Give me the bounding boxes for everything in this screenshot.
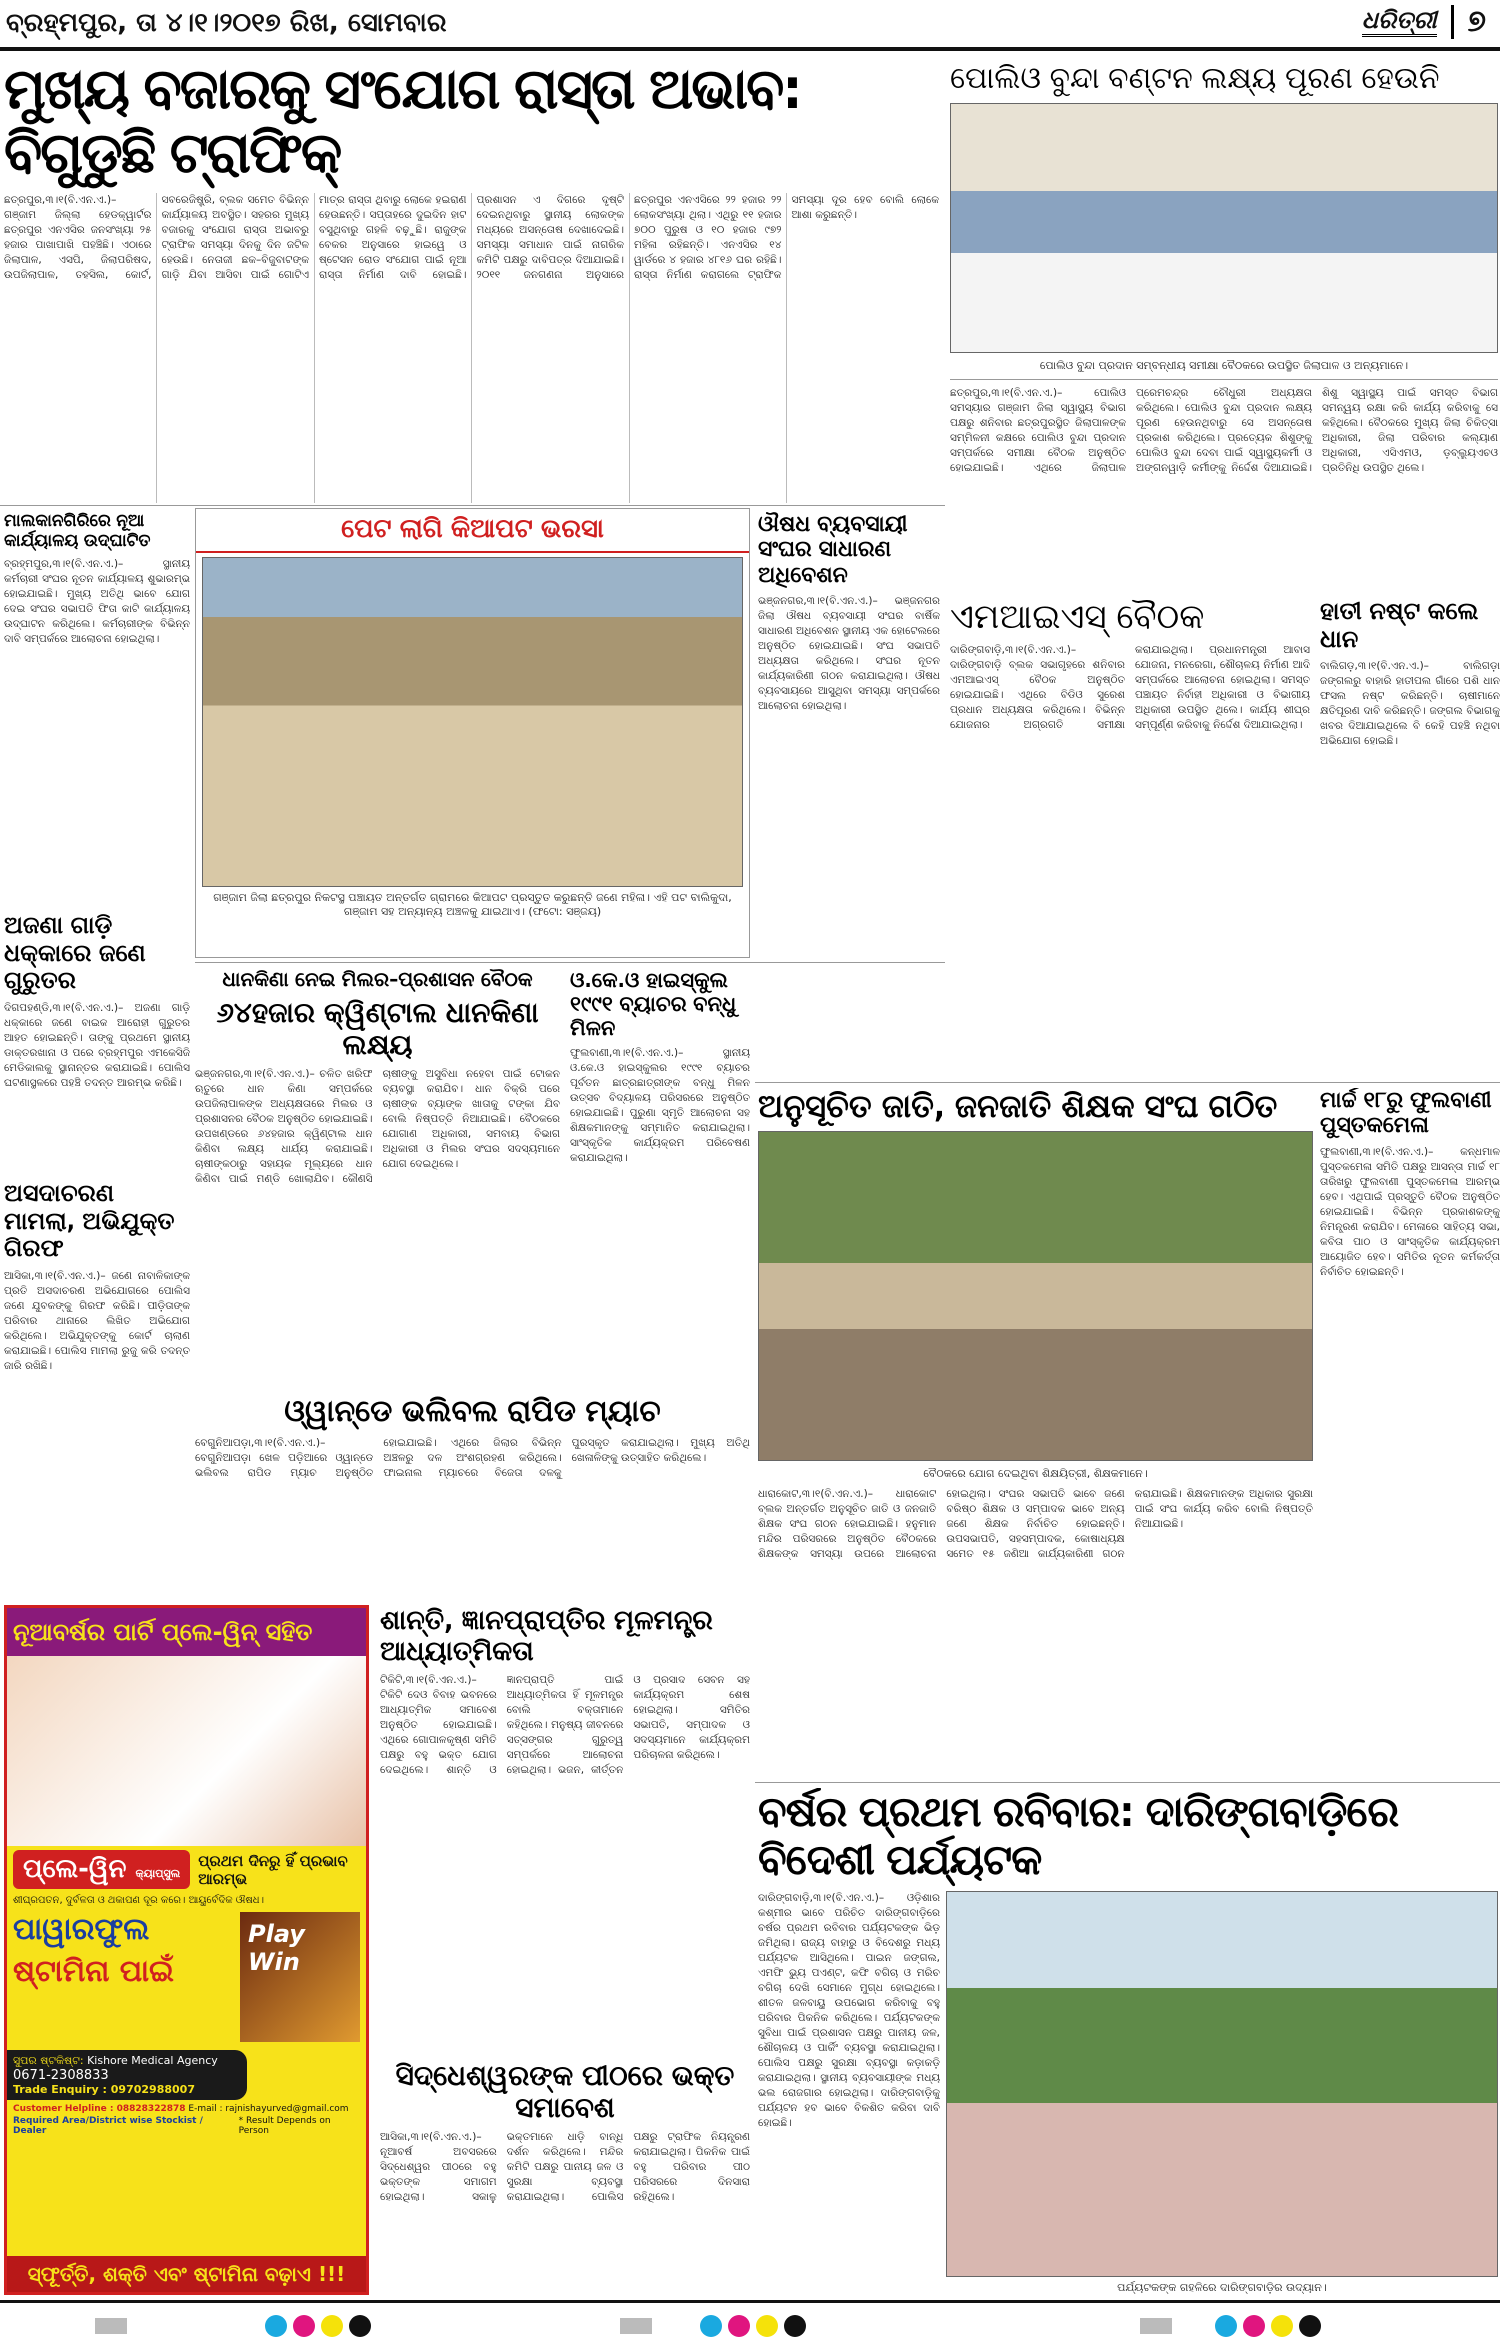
reunion-story: [570, 968, 750, 1388]
divider: [950, 379, 1498, 380]
ad-phone: 0671-2308833: [13, 2068, 109, 2083]
mis-headline: ଏମଆଇଏସ୍ ବୈଠକ: [950, 598, 1205, 637]
cmyk-registration-marks: [265, 2315, 371, 2337]
yellow-dot: [321, 2315, 343, 2337]
polio-story: [950, 62, 1498, 590]
kiapata-photo: [202, 557, 743, 887]
teachers-caption: ବୈଠକରେ ଯୋଗ ଦେଇଥିବା ଶିକ୍ଷୟିତ୍ରୀ, ଶିକ୍ଷକମାନେ।: [923, 1466, 1148, 1480]
misconduct-headline: ଅସଦାଚରଣ ମାମଲା, ଅଭିଯୁକ୍ତ ଗିରଫ: [4, 1180, 175, 1263]
ad-helpline: Customer Helpline : 08828322878: [13, 2104, 186, 2114]
mis-body: ଦାରିଙ୍ଗବାଡ଼ି,୩।୧(ବି.ଏନ.ଏ.)– ଦାରିଙ୍ଗବାଡ଼ି ବ୍ଲକ ସଭାଗୃହରେ ଶନିବାର ଏମଆଇଏସ୍ ବୈଠକ ଅନୁଷ୍ଠିତ ହୋଇଯାଇଛି। ଏଥିରେ ବିଡିଓ ସୁରେଶ ପ୍ରଧାନ ଅଧ୍ୟକ୍ଷତା କରିଥିଲେ। ବିଭିନ୍ନ ଯୋଜନାର ଅଗ୍ରଗତି ସମୀକ୍ଷା କରାଯାଇଥିଲା। ପ୍ରଧାନମନ୍ତ୍ରୀ ଆବାସ ଯୋଜନା, ମନରେଗା, ଶୌଚାଳୟ ନିର୍ମାଣ ଆଦି ସମ୍ପର୍କରେ ଆଲୋଚନା ହୋଇଥିଲା। ସମସ୍ତ ପଞ୍ଚାୟତ ନିର୍ବାହୀ ଅଧିକାରୀ ଓ ବିଭାଗୀୟ ଅଧିକାରୀ ଉପସ୍ଥିତ ଥିଲେ। କାର୍ଯ୍ୟ ଶୀଘ୍ର ସମ୍ପୂର୍ଣ୍ଣ କରିବାକୁ ନିର୍ଦ୍ଦେଶ ଦିଆଯାଇଥିଲା।: [950, 644, 1310, 732]
divider: [755, 1782, 1500, 1783]
malkangiri-body: ବ୍ରହ୍ମପୁର,୩।୧(ବି.ଏନ.ଏ.)– ସ୍ଥାନୀୟ କର୍ମଚାରୀ ସଂଘର ନୂତନ କାର୍ଯ୍ୟାଳୟ ଶୁଭାରମ୍ଭ ହୋଇଯାଇଛି। ମୁଖ୍ୟ ଅତିଥି ଭାବେ ଯୋଗ ଦେଇ ସଂଘର ସଭାପତି ଫିତା କାଟି କାର୍ଯ୍ୟାଳୟ ଉଦ୍‌ଘାଟନ କରିଥିଲେ। କର୍ମଚାରୀଙ୍କ ବିଭିନ୍ନ ଦାବି ସମ୍ପର୍କରେ ଆଲୋଚନା ହୋଇଥିଲା।: [4, 558, 190, 646]
registration-gray-mark: [1140, 2318, 1172, 2334]
malkangiri-story: [4, 512, 190, 905]
volleyball-headline: ଓ୍ୱାନ୍‌ଡେ ଭଲିବଲ ରାପିଡ ମ୍ୟାଚ: [284, 1395, 661, 1429]
magenta-dot: [1243, 2315, 1265, 2337]
divider: [0, 505, 945, 506]
polio-caption: ପୋଲିଓ ବୁନ୍ଦା ପ୍ରଦାନ ସମ୍ବନ୍ଧୀୟ ସମୀକ୍ଷା ବୈଠକରେ ଉପସ୍ଥିତ ଜିଲାପାଳ ଓ ଅନ୍ୟମାନେ।: [1039, 358, 1409, 372]
ad-email: E-mail : rajnishayurved@gmail.com: [188, 2104, 349, 2114]
teachers-story: [758, 1088, 1313, 1776]
bookfair-story: [1320, 1088, 1500, 1776]
paddy-kicker: ଧାନକିଣା ନେଇ ମିଲର–ପ୍ରଶାସନ ବୈଠକ: [222, 968, 533, 991]
divider: [755, 1082, 1500, 1083]
yellow-dot: [1271, 2315, 1293, 2337]
volleyball-body: ବେଗୁନିଆପଡ଼ା,୩।୧(ବି.ଏନ.ଏ.)– ବେଗୁନିଆପଡ଼ା ଖେଳ ପଡ଼ିଆରେ ଓ୍ୱାନ୍‌ଡେ ଭଲିବଲ ରାପିଡ ମ୍ୟାଚ ଅନୁଷ୍ଠିତ ହୋଇଯାଇଛି। ଏଥିରେ ଜିଲାର ବିଭିନ୍ନ ଅଞ୍ଚଳରୁ ଦଳ ଅଂଶଗ୍ରହଣ କରିଥିଲେ। ଫାଇନାଲ ମ୍ୟାଚରେ ବିଜେତା ଦଳକୁ ପୁରସ୍କୃତ କରାଯାଇଥିଲା। ମୁଖ୍ୟ ଅତିଥି ଖେଳାଳିଙ୍କୁ ଉତ୍ସାହିତ କରିଥିଲେ।: [195, 1436, 750, 1479]
cyan-dot: [1215, 2315, 1237, 2337]
reunion-body: ଫୁଲବାଣୀ,୩।୧(ବି.ଏନ.ଏ.)– ସ୍ଥାନୀୟ ଓ.କେ.ଓ ହାଇସ୍କୁଲର ୧୯୯୧ ବ୍ୟାଚର ପୂର୍ବତନ ଛାତ୍ରଛାତ୍ରୀଙ୍କ ବନ୍ଧୁ ମିଳନ ଉତ୍ସବ ବିଦ୍ୟାଳୟ ପରିସରରେ ଅନୁଷ୍ଠିତ ହୋଇଯାଇଛି। ପୁରୁଣା ସ୍ମୃତି ଆଲୋଚନା ସହ ଶିକ୍ଷକମାନଙ୍କୁ ସମ୍ମାନିତ କରାଯାଇଥିଲା। ସାଂସ୍କୃତିକ କାର୍ଯ୍ୟକ୍ରମ ପରିବେଷଣ କରାଯାଇଥିଲା।: [570, 1047, 750, 1165]
volleyball-story: [195, 1395, 750, 1590]
play-win-advertisement[interactable]: [4, 1605, 369, 2295]
header-rule: [0, 47, 1500, 51]
misconduct-story: [4, 1180, 190, 1590]
cyan-dot: [265, 2315, 287, 2337]
ad-product-pack: Play Win: [240, 1912, 360, 2042]
ad-footer: ସ୍ଫୂର୍ତ୍ତି, ଶକ୍ତି ଏବଂ ଷ୍ଟାମିନା ବଢ଼ାଏ !!!: [7, 2256, 366, 2292]
druggists-body: ଭଞ୍ଜନଗର,୩।୧(ବି.ଏନ.ଏ.)– ଭଞ୍ଜନଗର ଜିଲା ଔଷଧ ବ୍ୟବସାୟୀ ସଂଘର ବାର୍ଷିକ ସାଧାରଣ ଅଧିବେଶନ ସ୍ଥାନୀୟ ଏକ ହୋଟେଲରେ ଅନୁଷ୍ଠିତ ହୋଇଯାଇଛି। ସଂଘ ସଭାପତି ଅଧ୍ୟକ୍ଷତା କରିଥିଲେ। ସଂଘର ନୂତନ କାର୍ଯ୍ୟକାରିଣୀ ଗଠନ କରାଯାଇଥିଲା। ଔଷଧ ବ୍ୟବସାୟରେ ଆସୁଥିବା ସମସ୍ୟା ସମ୍ପର୍କରେ ଆଲୋଚନା ହୋଇଥିଲା।: [758, 594, 940, 712]
daringbadi-caption: ପର୍ଯ୍ୟଟକଙ୍କ ଗହଳିରେ ଦାରିଙ୍ଗବାଡ଼ିର ଉଦ୍ୟାନ।: [1117, 2281, 1327, 2294]
lead-story: [4, 58, 939, 503]
magenta-dot: [293, 2315, 315, 2337]
daringbadi-photo: [946, 1891, 1498, 2277]
footer-rule: [0, 2300, 1500, 2303]
elephant-body: ବାଲିଗଡ଼,୩।୧(ବି.ଏନ.ଏ.)– ବାଲିଗଡ଼ା ଜଙ୍ଗଲରୁ ବାହାରି ହାତୀପଲ ଗାଁରେ ପଶି ଧାନ ଫସଲ ନଷ୍ଟ କରିଛନ୍ତି। ଚାଷୀମାନେ କ୍ଷତିପୂରଣ ଦାବି କରିଛନ୍ତି। ଜଙ୍ଗଲ ବିଭାଗକୁ ଖବର ଦିଆଯାଇଥିଲେ ବି କେହି ପହଞ୍ଚି ନଥିବା ଅଭିଯୋଗ ହୋଇଛି।: [1320, 660, 1500, 748]
ad-brand: ପ୍ଲେ-ୱିନ: [23, 1854, 127, 1884]
divider: [195, 962, 945, 963]
ad-tagline: ପ୍ରଥମ ଦିନରୁ ହିଁ ପ୍ରଭାବ ଆରମ୍ଭ: [198, 1851, 348, 1888]
daringbadi-story: [758, 1788, 1498, 2295]
accident-story: [4, 912, 190, 1172]
black-dot: [1299, 2315, 1321, 2337]
paddy-headline: ୬୪ହଜାର କ୍ୱିଣ୍ଟାଲ ଧାନକିଣା ଲକ୍ଷ୍ୟ: [216, 996, 539, 1062]
siddheswar-headline: ସିଦ୍ଧେଶ୍ୱରଙ୍କ ପୀଠରେ ଭକ୍ତ ସମାବେଶ: [395, 2060, 735, 2125]
ad-stockist: Kishore Medical Agency: [87, 2054, 218, 2067]
ad-blurb: ଶୀଘ୍ରପତନ, ଦୁର୍ବଳତା ଓ ଥକାପଣ ଦୂର କରେ। ଆୟୁର୍ବେଦିକ ଔଷଧ।: [13, 1895, 265, 1906]
magenta-dot: [728, 2315, 750, 2337]
spiritual-story: [380, 1605, 750, 2053]
ad-trade: Trade Enquiry : 09702988007: [13, 2083, 195, 2096]
ad-stockist-label: ସୁପର ଷ୍ଟକିଷ୍ଟ:: [13, 2054, 84, 2067]
cyan-dot: [700, 2315, 722, 2337]
ad-dealer: Required Area/District wise Stockist / Dealer: [13, 2116, 203, 2136]
ad-brand-sub: କ୍ୟାପ୍ସୁଲ: [135, 1867, 181, 1880]
brand-logo: ଧରିତ୍ରୀ: [1362, 6, 1437, 37]
lead-body: ଛତ୍ରପୁର,୩।୧(ବି.ଏନ.ଏ.)– ଗଞ୍ଜାମ ଜିଲ୍ଲା ହେଡକ୍ୱାର୍ଟର ଛତ୍ରପୁର ଏନଏସିର ଜନସଂଖ୍ୟା ୨୫ ହଜାର ପାଖାପାଖି ପହଞ୍ଚିଛି। ଏଠାରେ ଜିଲାପାଳ, ଏସପି, ଜିଲାପରିଷଦ, ଉପଜିଲାପାଳ, ତହସିଲ, କୋର୍ଟ, ସବରେଜିଷ୍ଟ୍ରି, ବ୍ଲକ ସମେତ ବିଭିନ୍ନ କାର୍ଯ୍ୟାଳୟ ଅବସ୍ଥିତ। ସହରର ମୁଖ୍ୟ ବଜାରକୁ ସଂଯୋଗ ରାସ୍ତା ଅଭାବରୁ ଟ୍ରାଫିକ ସମସ୍ୟା ଦିନକୁ ଦିନ ଜଟିଳ ହେଉଛି। ନେତାଜୀ ଛକ–ବିଜୁବାଟଙ୍କ ଗାଡ଼ି ଯିବା ଆସିବା ପାଇଁ ଗୋଟିଏ ମାତ୍ର ରାସ୍ତା ଥିବାରୁ ଲୋକେ ହଇରାଣ ହେଉଛନ୍ତି। ସପ୍ତାହରେ ଦୁଇଦିନ ହାଟ ବସୁଥିବାରୁ ଗହଳି ବଢ଼ୁଛି। ରାଜୁଙ୍କ ବେକର ଅନୁସାରେ ହାଇୱେ ଓ ଷ୍ଟେସନ ରୋଡ ସଂଯୋଗ ପାଇଁ ନୂଆ ରାସ୍ତା ନିର୍ମାଣ ଦାବି ହୋଇଛି। ପ୍ରଶାସନ ଏ ଦିଗରେ ଦୃଷ୍ଟି ଦେଇନଥିବାରୁ ସ୍ଥାନୀୟ ଲୋକଙ୍କ ମଧ୍ୟରେ ଅସନ୍ତୋଷ ଦେଖାଦେଇଛି। ସମସ୍ୟା ସମାଧାନ ପାଇଁ ନାଗରିକ କମିଟି ପକ୍ଷରୁ ଦାବିପତ୍ର ଦିଆଯାଇଛି। ୨୦୧୧ ଜନଗଣନା ଅନୁସାରେ ଛତ୍ରପୁର ଏନଏସିରେ ୨୨ ହଜାର ୨୨ ଲୋକସଂଖ୍ୟା ଥିଲା। ଏଥିରୁ ୧୧ ହଜାର ୭୦୦ ପୁରୁଷ ଓ ୧୦ ହଜାର ୯୭୨ ମହିଳା ରହିଛନ୍ତି। ଏନଏସିର ୧୪ ୱାର୍ଡରେ ୪ ହଜାର ୪୮୧୬ ଘର ରହିଛି। ରାସ୍ତା ନିର୍ମାଣ କରାଗଲେ ଟ୍ରାଫିକ ସମସ୍ୟା ଦୂର ହେବ ବୋଲି ଲୋକେ ଆଶା କରୁଛନ୍ତି।: [4, 193, 939, 281]
misconduct-body: ଆସିକା,୩।୧(ବି.ଏନ.ଏ.)– ଜଣେ ନାବାଳିକାଙ୍କ ପ୍ରତି ଅସଦାଚରଣ ଅଭିଯୋଗରେ ପୋଲିସ ଜଣେ ଯୁବକଙ୍କୁ ଗିରଫ କରିଛି। ପୀଡ଼ିତାଙ୍କ ପରିବାର ଥାନାରେ ଲିଖିତ ଅଭିଯୋଗ କରିଥିଲେ। ଅଭିଯୁକ୍ତଙ୍କୁ କୋର୍ଟ ଚାଲାଣ କରାଯାଇଛି। ପୋଲିସ ମାମଲା ରୁଜୁ କରି ତଦନ୍ତ ଜାରି ରଖିଛି।: [4, 1269, 190, 1372]
polio-headline: ପୋଲିଓ ବୁନ୍ଦା ବଣ୍ଟନ ଲକ୍ଷ୍ୟ ପୂରଣ ହେଉନି: [950, 62, 1440, 96]
polio-meeting-photo: [950, 103, 1498, 353]
daringbadi-headline: ବର୍ଷର ପ୍ରଥମ ରବିବାର: ଦାରିଙ୍ଗବାଡ଼ିରେ ବିଦେଶୀ ପର୍ଯ୍ୟଟକ: [758, 1788, 1399, 1885]
elephant-headline: ହାତୀ ନଷ୍ଟ କଲେ ଧାନ: [1320, 598, 1479, 653]
teachers-body: ଧାରାକୋଟ,୩।୧(ବି.ଏନ.ଏ.)– ଧାରାକୋଟ ବ୍ଲକ ଅନ୍ତର୍ଗତ ଅନୁସୂଚିତ ଜାତି ଓ ଜନଜାତି ଶିକ୍ଷକ ସଂଘ ଗଠନ ହୋଇଯାଇଛି। ହନୁମାନ ମନ୍ଦିର ପରିସରରେ ଅନୁଷ୍ଠିତ ବୈଠକରେ ଶିକ୍ଷକଙ୍କ ସମସ୍ୟା ଉପରେ ଆଲୋଚନା ହୋଇଥିଲା। ସଂଘର ସଭାପତି ଭାବେ ଜଣେ ବରିଷ୍ଠ ଶିକ୍ଷକ ଓ ସମ୍ପାଦକ ଭାବେ ଅନ୍ୟ ଜଣେ ଶିକ୍ଷକ ନିର୍ବାଚିତ ହୋଇଛନ୍ତି। ଉପସଭାପତି, ସହସମ୍ପାଦକ, କୋଷାଧ୍ୟକ୍ଷ ସମେତ ୧୫ ଜଣିଆ କାର୍ଯ୍ୟକାରିଣୀ ଗଠନ କରାଯାଇଛି। ଶିକ୍ଷକମାନଙ୍କ ଅଧିକାର ସୁରକ୍ଷା ପାଇଁ ସଂଘ କାର୍ଯ୍ୟ କରିବ ବୋଲି ନିଷ୍ପତ୍ତି ନିଆଯାଇଛି।: [758, 1487, 1313, 1560]
reunion-headline: ଓ.କେ.ଓ ହାଇସ୍କୁଲ ୧୯୯୧ ବ୍ୟାଚର ବନ୍ଧୁ ମିଳନ: [570, 968, 737, 1041]
paddy-story: [195, 968, 560, 1388]
ad-title: ନୂଆବର୍ଷର ପାର୍ଟି ପ୍ଲେ-ୱିନ୍ ସହିତ: [7, 1608, 366, 1656]
ad-disclaimer: * Result Depends on Person: [238, 2116, 331, 2136]
ad-brand-logo: [13, 1850, 190, 1889]
siddheswar-body: ଆସିକା,୩।୧(ବି.ଏନ.ଏ.)– ନୂଆବର୍ଷ ଅବସରରେ ସିଦ୍ଧେଶ୍ୱର ପୀଠରେ ବହୁ ଭକ୍ତଙ୍କ ସମାଗମ ହୋଇଥିଲା। ସକାଳୁ ଭକ୍ତମାନେ ଧାଡ଼ି ବାନ୍ଧି ଦର୍ଶନ କରିଥିଲେ। ମନ୍ଦିର କମିଟି ପକ୍ଷରୁ ପାନୀୟ ଜଳ ଓ ସୁରକ୍ଷା ବ୍ୟବସ୍ଥା କରାଯାଇଥିଲା। ପୋଲିସ ପକ୍ଷରୁ ଟ୍ରାଫିକ ନିୟନ୍ତ୍ରଣ କରାଯାଇଥିଲା। ପିକନିକ ପାଇଁ ବହୁ ପରିବାର ପୀଠ ପରିସରରେ ଦିନସାରା ରହିଥିଲେ।: [380, 2131, 750, 2204]
bookfair-body: ଫୁଲବାଣୀ,୩।୧(ବି.ଏନ.ଏ.)– କନ୍ଧମାଳ ପୁସ୍ତକମେଳା ସମିତି ପକ୍ଷରୁ ଆସନ୍ତା ମାର୍ଚ୍ଚ ୧୮ ତାରିଖରୁ ଫୁଲବାଣୀ ପୁସ୍ତକମେଳା ଆରମ୍ଭ ହେବ। ଏଥିପାଇଁ ପ୍ରସ୍ତୁତି ବୈଠକ ଅନୁଷ୍ଠିତ ହୋଇଯାଇଛି। ବିଭିନ୍ନ ପ୍ରକାଶକଙ୍କୁ ନିମନ୍ତ୍ରଣ କରାଯିବ। ମେଳାରେ ସାହିତ୍ୟ ସଭା, କବିତା ପାଠ ଓ ସାଂସ୍କୃତିକ କାର୍ଯ୍ୟକ୍ରମ ଆୟୋଜିତ ହେବ। ସମିତିର ନୂତନ କର୍ମକର୍ତ୍ତା ନିର୍ବାଚିତ ହୋଇଛନ୍ତି।: [1320, 1145, 1500, 1278]
cmyk-registration-marks: [1215, 2315, 1321, 2337]
ad-power: ପାୱାରଫୁଲ: [13, 1912, 150, 1947]
druggists-headline: ଔଷଧ ବ୍ୟବସାୟୀ ସଂଘର ସାଧାରଣ ଅଧିବେଶନ: [758, 512, 908, 588]
cmyk-registration-marks: [700, 2315, 806, 2337]
spiritual-body: ଟିକିଟି,୩।୧(ବି.ଏନ.ଏ.)– ଟିକିଟି ଦେଓ ବିବାହ ଭବନରେ ଆଧ୍ୟାତ୍ମିକ ସମାବେଶ ଅନୁଷ୍ଠିତ ହୋଇଯାଇଛି। ଏଥିରେ ଗୋପାଳକୃଷ୍ଣ ସମିତି ପକ୍ଷରୁ ବହୁ ଭକ୍ତ ଯୋଗ ଦେଇଥିଲେ। ଶାନ୍ତି ଓ ଜ୍ଞାନପ୍ରାପ୍ତି ପାଇଁ ଆଧ୍ୟାତ୍ମିକତା ହିଁ ମୂଳମନ୍ତ୍ର ବୋଲି ବକ୍ତାମାନେ କହିଥିଲେ। ମନୁଷ୍ୟ ଜୀବନରେ ସତ୍‌ସଙ୍ଗର ଗୁରୁତ୍ୱ ସମ୍ପର୍କରେ ଆଲୋଚନା ହୋଇଥିଲା। ଭଜନ, କୀର୍ତ୍ତନ ଓ ପ୍ରସାଦ ସେବନ ସହ କାର୍ଯ୍ୟକ୍ରମ ଶେଷ ହୋଇଥିଲା। ସମିତିର ସଭାପତି, ସମ୍ପାଦକ ଓ ସଦସ୍ୟମାନେ କାର୍ଯ୍ୟକ୍ରମ ପରିଚାଳନା କରିଥିଲେ।: [380, 1674, 750, 1777]
page-number: ୭: [1467, 4, 1486, 39]
druggists-story: [758, 512, 940, 955]
kiapata-headline: ପେଟ ଲାଗି କିଆପଟ ଭରସା: [196, 509, 749, 553]
malkangiri-headline: ମାଲକାନଗିରିରେ ନୂଆ କାର୍ଯ୍ୟାଳୟ ଉଦ୍‌ଘାଟିତ: [4, 512, 151, 551]
teachers-headline: ଅନୁସୂଚିତ ଜାତି, ଜନଜାତି ଶିକ୍ଷକ ସଂଘ ଗଠିତ: [758, 1088, 1278, 1125]
lead-headline: ମୁଖ୍ୟ ବଜାରକୁ ସଂଯୋଗ ରାସ୍ତା ଅଭାବ: ବିଗୁଡୁଛି ଟ୍ରାଫିକ୍: [4, 58, 801, 187]
yellow-dot: [756, 2315, 778, 2337]
masthead: [1362, 4, 1486, 39]
divider: [1451, 5, 1454, 39]
teachers-photo: [758, 1131, 1313, 1461]
kiapata-photo-box: [195, 508, 750, 958]
bookfair-headline: ମାର୍ଚ୍ଚ ୧୮ରୁ ଫୁଲବାଣୀ ପୁସ୍ତକମେଳା: [1320, 1088, 1492, 1139]
black-dot: [349, 2315, 371, 2337]
paddy-body: ଭଞ୍ଜନଗର,୩।୧(ବି.ଏନ.ଏ.)– ଚଳିତ ଖରିଫ ଋତୁରେ ଧାନ କିଣା ସମ୍ପର୍କରେ ଉପଜିଲାପାଳଙ୍କ ଅଧ୍ୟକ୍ଷତାରେ ମିଲର ଓ ପ୍ରଶାସନର ବୈଠକ ଅନୁଷ୍ଠିତ ହୋଇଯାଇଛି। ଉପଖଣ୍ଡରେ ୬୪ହଜାର କ୍ୱିଣ୍ଟାଲ ଧାନ କିଣିବା ଲକ୍ଷ୍ୟ ଧାର୍ଯ୍ୟ କରାଯାଇଛି। ଚାଷୀଙ୍କଠାରୁ ସହାୟକ ମୂଲ୍ୟରେ ଧାନ କିଣିବା ପାଇଁ ମଣ୍ଡି ଖୋଲାଯିବ। କୌଣସି ଚାଷୀଙ୍କୁ ଅସୁବିଧା ନହେବା ପାଇଁ ଟୋକନ ବ୍ୟବସ୍ଥା କରାଯିବ। ଧାନ ବିକ୍ରି ପରେ ଚାଷୀଙ୍କ ବ୍ୟାଙ୍କ ଖାତାକୁ ଟଙ୍କା ଯିବ ବୋଲି ନିଷ୍ପତ୍ତି ନିଆଯାଇଛି। ବୈଠକରେ ଯୋଗାଣ ଅଧିକାରୀ, ସମବାୟ ବିଭାଗ ଅଧିକାରୀ ଓ ମିଲର ସଂଘର ସଦସ୍ୟମାନେ ଯୋଗ ଦେଇଥିଲେ।: [195, 1068, 560, 1186]
siddheswar-story: [380, 2060, 750, 2295]
mis-story: [950, 598, 1310, 1078]
accident-body: ଦିଗପହଣ୍ଡି,୩।୧(ବି.ଏନ.ଏ.)– ଅଜଣା ଗାଡ଼ି ଧକ୍କାରେ ଜଣେ ବାଇକ ଆରୋହୀ ଗୁରୁତର ଆହତ ହୋଇଛନ୍ତି। ତାଙ୍କୁ ପ୍ରଥମେ ସ୍ଥାନୀୟ ଡାକ୍ତରଖାନା ଓ ପରେ ବ୍ରହ୍ମପୁର ଏମକେସିଜି ମେଡିକାଲକୁ ସ୍ଥାନାନ୍ତର କରାଯାଇଛି। ପୋଲିସ ଘଟଣାସ୍ଥଳରେ ପହଞ୍ଚି ତଦନ୍ତ ଆରମ୍ଭ କରିଛି।: [4, 1001, 190, 1089]
registration-gray-mark: [95, 2318, 127, 2334]
elephant-story: [1320, 598, 1500, 1078]
polio-body: ଛତ୍ରପୁର,୩।୧(ବି.ଏନ.ଏ.)– ପୋଲିଓ ସମସ୍ୟାର ଗଞ୍ଜାମ ଜିଲା ସ୍ୱାସ୍ଥ୍ୟ ବିଭାଗ ପକ୍ଷରୁ ଶନିବାର ଛତ୍ରପୁରସ୍ଥିତ ଜିଲାପାଳଙ୍କ ସମ୍ମିଳନୀ କକ୍ଷରେ ପୋଲିଓ ବୁନ୍ଦା ପ୍ରଦାନ ସମ୍ପର୍କରେ ସମୀକ୍ଷା ବୈଠକ ଅନୁଷ୍ଠିତ ହୋଇଯାଇଛି। ଏଥିରେ ଜିଲାପାଳ ପ୍ରେମଚନ୍ଦ୍ର ଚୌଧୁରୀ ଅଧ୍ୟକ୍ଷତା କରିଥିଲେ। ପୋଲିଓ ବୁନ୍ଦା ପ୍ରଦାନ ଲକ୍ଷ୍ୟ ପୂରଣ ହେଉନଥିବାରୁ ସେ ଅସନ୍ତୋଷ ପ୍ରକାଶ କରିଥିଲେ। ପ୍ରତ୍ୟେକ ଶିଶୁଙ୍କୁ ପୋଲିଓ ବୁନ୍ଦା ଦେବା ପାଇଁ ସ୍ୱାସ୍ଥ୍ୟକର୍ମୀ ଓ ଅଙ୍ଗନୱାଡ଼ି କର୍ମୀଙ୍କୁ ନିର୍ଦ୍ଦେଶ ଦିଆଯାଇଛି। ଶିଶୁ ସ୍ୱାସ୍ଥ୍ୟ ପାଇଁ ସମସ୍ତ ବିଭାଗ ସମନ୍ୱୟ ରକ୍ଷା କରି କାର୍ଯ୍ୟ କରିବାକୁ ସେ କହିଥିଲେ। ବୈଠକରେ ମୁଖ୍ୟ ଜିଲା ଚିକିତ୍ସା ଅଧିକାରୀ, ଜିଲା ପରିବାର କଲ୍ୟାଣ ଅଧିକାରୀ, ଏସିଏମଓ, ଡ଼ବ୍ଲ୍ୟୁଏଚଓ ପ୍ରତିନିଧି ଉପସ୍ଥିତ ଥିଲେ।: [950, 386, 1498, 474]
ad-stamina: ଷ୍ଟାମିନା ପାଇଁ: [13, 1954, 175, 1989]
ad-couple-image: [7, 1656, 366, 1846]
accident-headline: ଅଜଣା ଗାଡ଼ି ଧକ୍କାରେ ଜଣେ ଗୁରୁତର: [4, 912, 146, 995]
black-dot: [784, 2315, 806, 2337]
daringbadi-body: ଦାରିଙ୍ଗବାଡ଼ି,୩।୧(ବି.ଏନ.ଏ.)– ଓଡ଼ିଶାର କଶ୍ମୀର ଭାବେ ପରିଚିତ ଦାରିଙ୍ଗବାଡ଼ିରେ ବର୍ଷର ପ୍ରଥମ ରବିବାର ପର୍ଯ୍ୟଟକଙ୍କ ଭିଡ଼ ଜମିଥିଲା। ରାଜ୍ୟ ବାହାରୁ ଓ ବିଦେଶରୁ ମଧ୍ୟ ପର୍ଯ୍ୟଟକ ଆସିଥିଲେ। ପାଇନ ଜଙ୍ଗଲ, ଏମଫି ଭ୍ୟୁ ପଏଣ୍ଟ, କଫି ବଗିଚା ଓ ମରିଚ ବଗିଚା ଦେଖି ସେମାନେ ମୁଗ୍ଧ ହୋଇଥିଲେ। ଶୀତଳ ଜଳବାୟୁ ଉପଭୋଗ କରିବାକୁ ବହୁ ପରିବାର ପିକନିକ କରିଥିଲେ। ପର୍ଯ୍ୟଟକଙ୍କ ସୁବିଧା ପାଇଁ ପ୍ରଶାସନ ପକ୍ଷରୁ ପାନୀୟ ଜଳ, ଶୌଚାଳୟ ଓ ପାର୍କିଂ ବ୍ୟବସ୍ଥା କରାଯାଇଥିଲା। ପୋଲିସ ପକ୍ଷରୁ ସୁରକ୍ଷା ବ୍ୟବସ୍ଥା କଡ଼ାକଡ଼ି କରାଯାଇଥିଲା। ସ୍ଥାନୀୟ ବ୍ୟବସାୟୀଙ୍କ ମଧ୍ୟ ଭଲ ରୋଜଗାର ହୋଇଥିଲା। ଦାରିଙ୍ଗବାଡ଼ିକୁ ପର୍ଯ୍ୟଟନ ହବ ଭାବେ ବିକଶିତ କରିବା ଦାବି ହୋଇଛି।: [758, 1891, 940, 2129]
registration-gray-mark: [620, 2318, 652, 2334]
kiapata-caption: ଗଞ୍ଜାମ ଜିଲା ଛତ୍ରପୁର ନିକଟସ୍ଥ ପଞ୍ଚାୟତ ଅନ୍ତର୍ଗତ ଗ୍ରାମରେ କିଆପଟ ପ୍ରସ୍ତୁତ କରୁଛନ୍ତି ଜଣେ ମହିଳା। ଏହି ପଟ ବାଲିକୁଦା, ଗଞ୍ଜାମ ସହ ଅନ୍ୟାନ୍ୟ ଅଞ୍ଚଳକୁ ଯାଇଥାଏ। (ଫଟୋ: ସଞ୍ଜୟ): [213, 890, 732, 918]
dateline: ବ୍ରହ୍ମପୁର, ତା ୪।୧।୨୦୧୭ ରିଖ, ସୋମବାର: [6, 8, 447, 38]
spiritual-headline: ଶାନ୍ତି, ଜ୍ଞାନପ୍ରାପ୍ତିର ମୂଳମନ୍ତ୍ର ଆଧ୍ୟାତ୍ମିକତା: [380, 1605, 713, 1668]
